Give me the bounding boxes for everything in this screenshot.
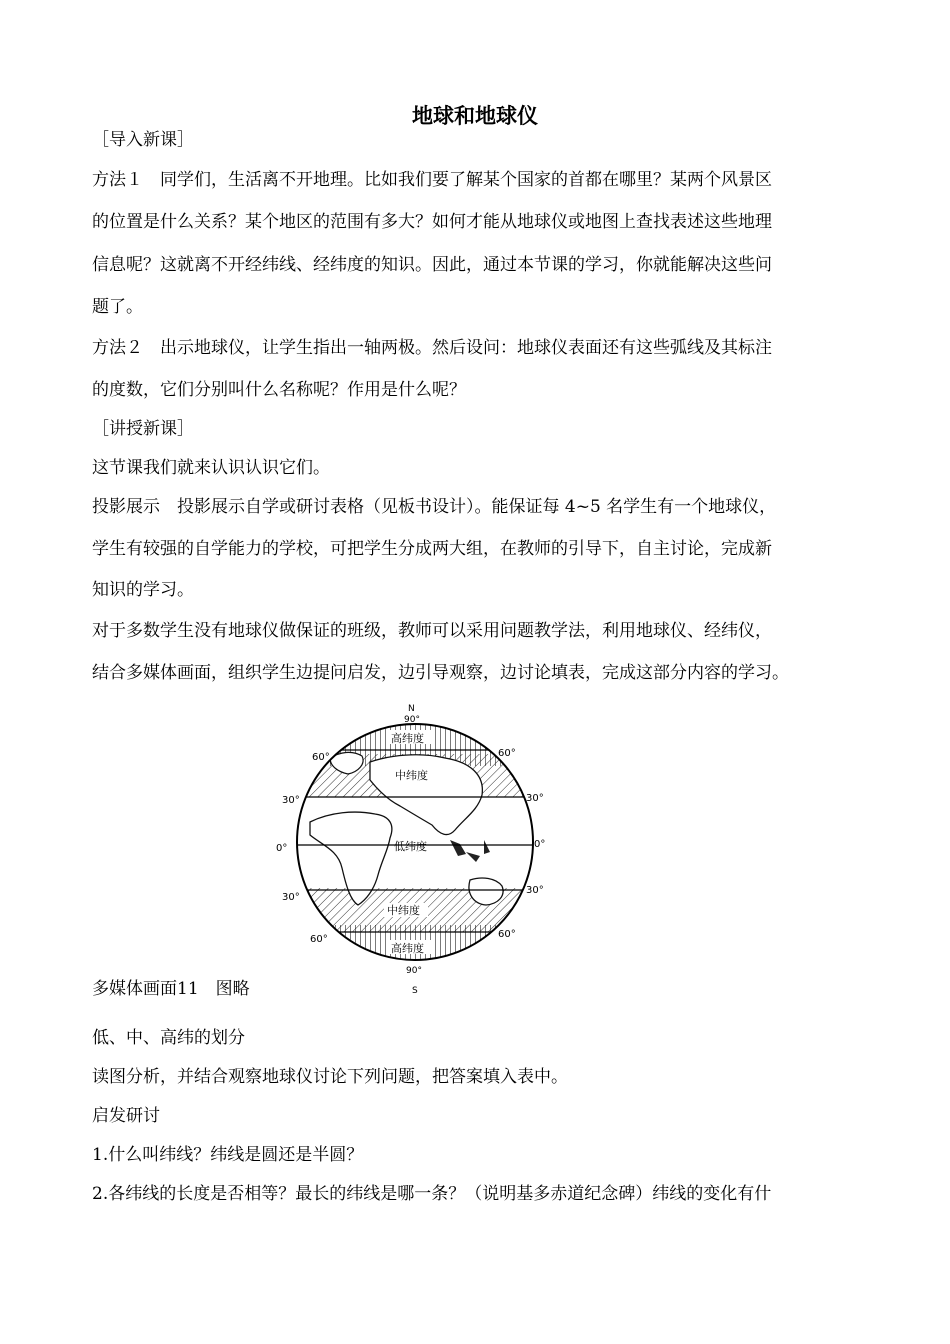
paragraph-line: 知识的学习。 — [92, 580, 194, 600]
paragraph-line: 读图分析，并结合观察地球仪讨论下列问题，把答案填入表中。 — [92, 1067, 568, 1087]
right-label-30n: 30° — [526, 793, 544, 804]
south-degree: 90° — [406, 966, 422, 976]
south-label: S — [412, 986, 418, 996]
zone-label-high-south: 高纬度 — [391, 942, 424, 955]
section-heading: ［导入新课］ — [92, 130, 194, 150]
zone-label-mid-north: 中纬度 — [395, 769, 428, 782]
paragraph-line: 的度数，它们分别叫什么名称呢？作用是什么呢？ — [92, 380, 466, 400]
latitude-zones-figure — [270, 700, 560, 1000]
north-degree: 90° — [404, 715, 420, 725]
zone-label-mid-south: 中纬度 — [387, 904, 420, 917]
paragraph-line: 这节课我们就来认识认识它们。 — [92, 458, 330, 478]
figure-caption: 多媒体画面11 图略 — [92, 979, 250, 999]
left-label-0: 0° — [276, 843, 288, 854]
paragraph-line: 题了。 — [92, 297, 143, 317]
right-label-60n: 60° — [498, 748, 516, 759]
left-label-30s: 30° — [282, 892, 300, 903]
zone-label-high-north: 高纬度 — [391, 732, 424, 745]
question-2: 2.各纬线的长度是否相等？最长的纬线是哪一条？（说明基多赤道纪念碑）纬线的变化有什 — [92, 1184, 772, 1204]
right-label-0: 0° — [534, 839, 546, 850]
paragraph-line: 的位置是什么关系？某个地区的范围有多大？如何才能从地球仪或地图上查找表述这些地理 — [92, 212, 772, 232]
right-label-60s: 60° — [498, 929, 516, 940]
paragraph-line: 投影展示 投影展示自学或研讨表格（见板书设计）。能保证每 4~5 名学生有一个地球仪， — [92, 497, 777, 517]
islands-southeast-asia — [450, 840, 490, 862]
left-label-60n: 60° — [312, 752, 330, 763]
paragraph-line: 结合多媒体画面，组织学生边提问启发，边引导观察，边讨论填表，完成这部分内容的学习。 — [92, 663, 789, 683]
paragraph-line: 方法１ 同学们，生活离不开地理。比如我们要了解某个国家的首都在哪里？某两个风景区 — [92, 170, 772, 190]
paragraph-line: 学生有较强的自学能力的学校，可把学生分成两大组，在教师的引导下，自主讨论，完成新 — [92, 539, 772, 559]
paragraph-line: 低、中、高纬的划分 — [92, 1028, 245, 1048]
section-heading: ［讲授新课］ — [92, 419, 194, 439]
left-label-30n: 30° — [282, 795, 300, 806]
question-1: 1.什么叫纬线？纬线是圆还是半圆？ — [92, 1145, 364, 1165]
page-title: 地球和地球仪 — [412, 104, 538, 128]
zone-label-low: 低纬度 — [394, 840, 427, 853]
right-label-30s: 30° — [526, 885, 544, 896]
paragraph-line: 对于多数学生没有地球仪做保证的班级，教师可以采用问题教学法，利用地球仪、经纬仪， — [92, 621, 772, 641]
north-label: N — [408, 704, 415, 714]
left-label-60s: 60° — [310, 934, 328, 945]
paragraph-line: 启发研讨 — [92, 1106, 160, 1126]
paragraph-line: 方法２ 出示地球仪，让学生指出一轴两极。然后设问：地球仪表面还有这些弧线及其标注 — [92, 338, 772, 358]
paragraph-line: 信息呢？这就离不开经纬线、经纬度的知识。因此，通过本节课的学习，你就能解决这些问 — [92, 255, 772, 275]
